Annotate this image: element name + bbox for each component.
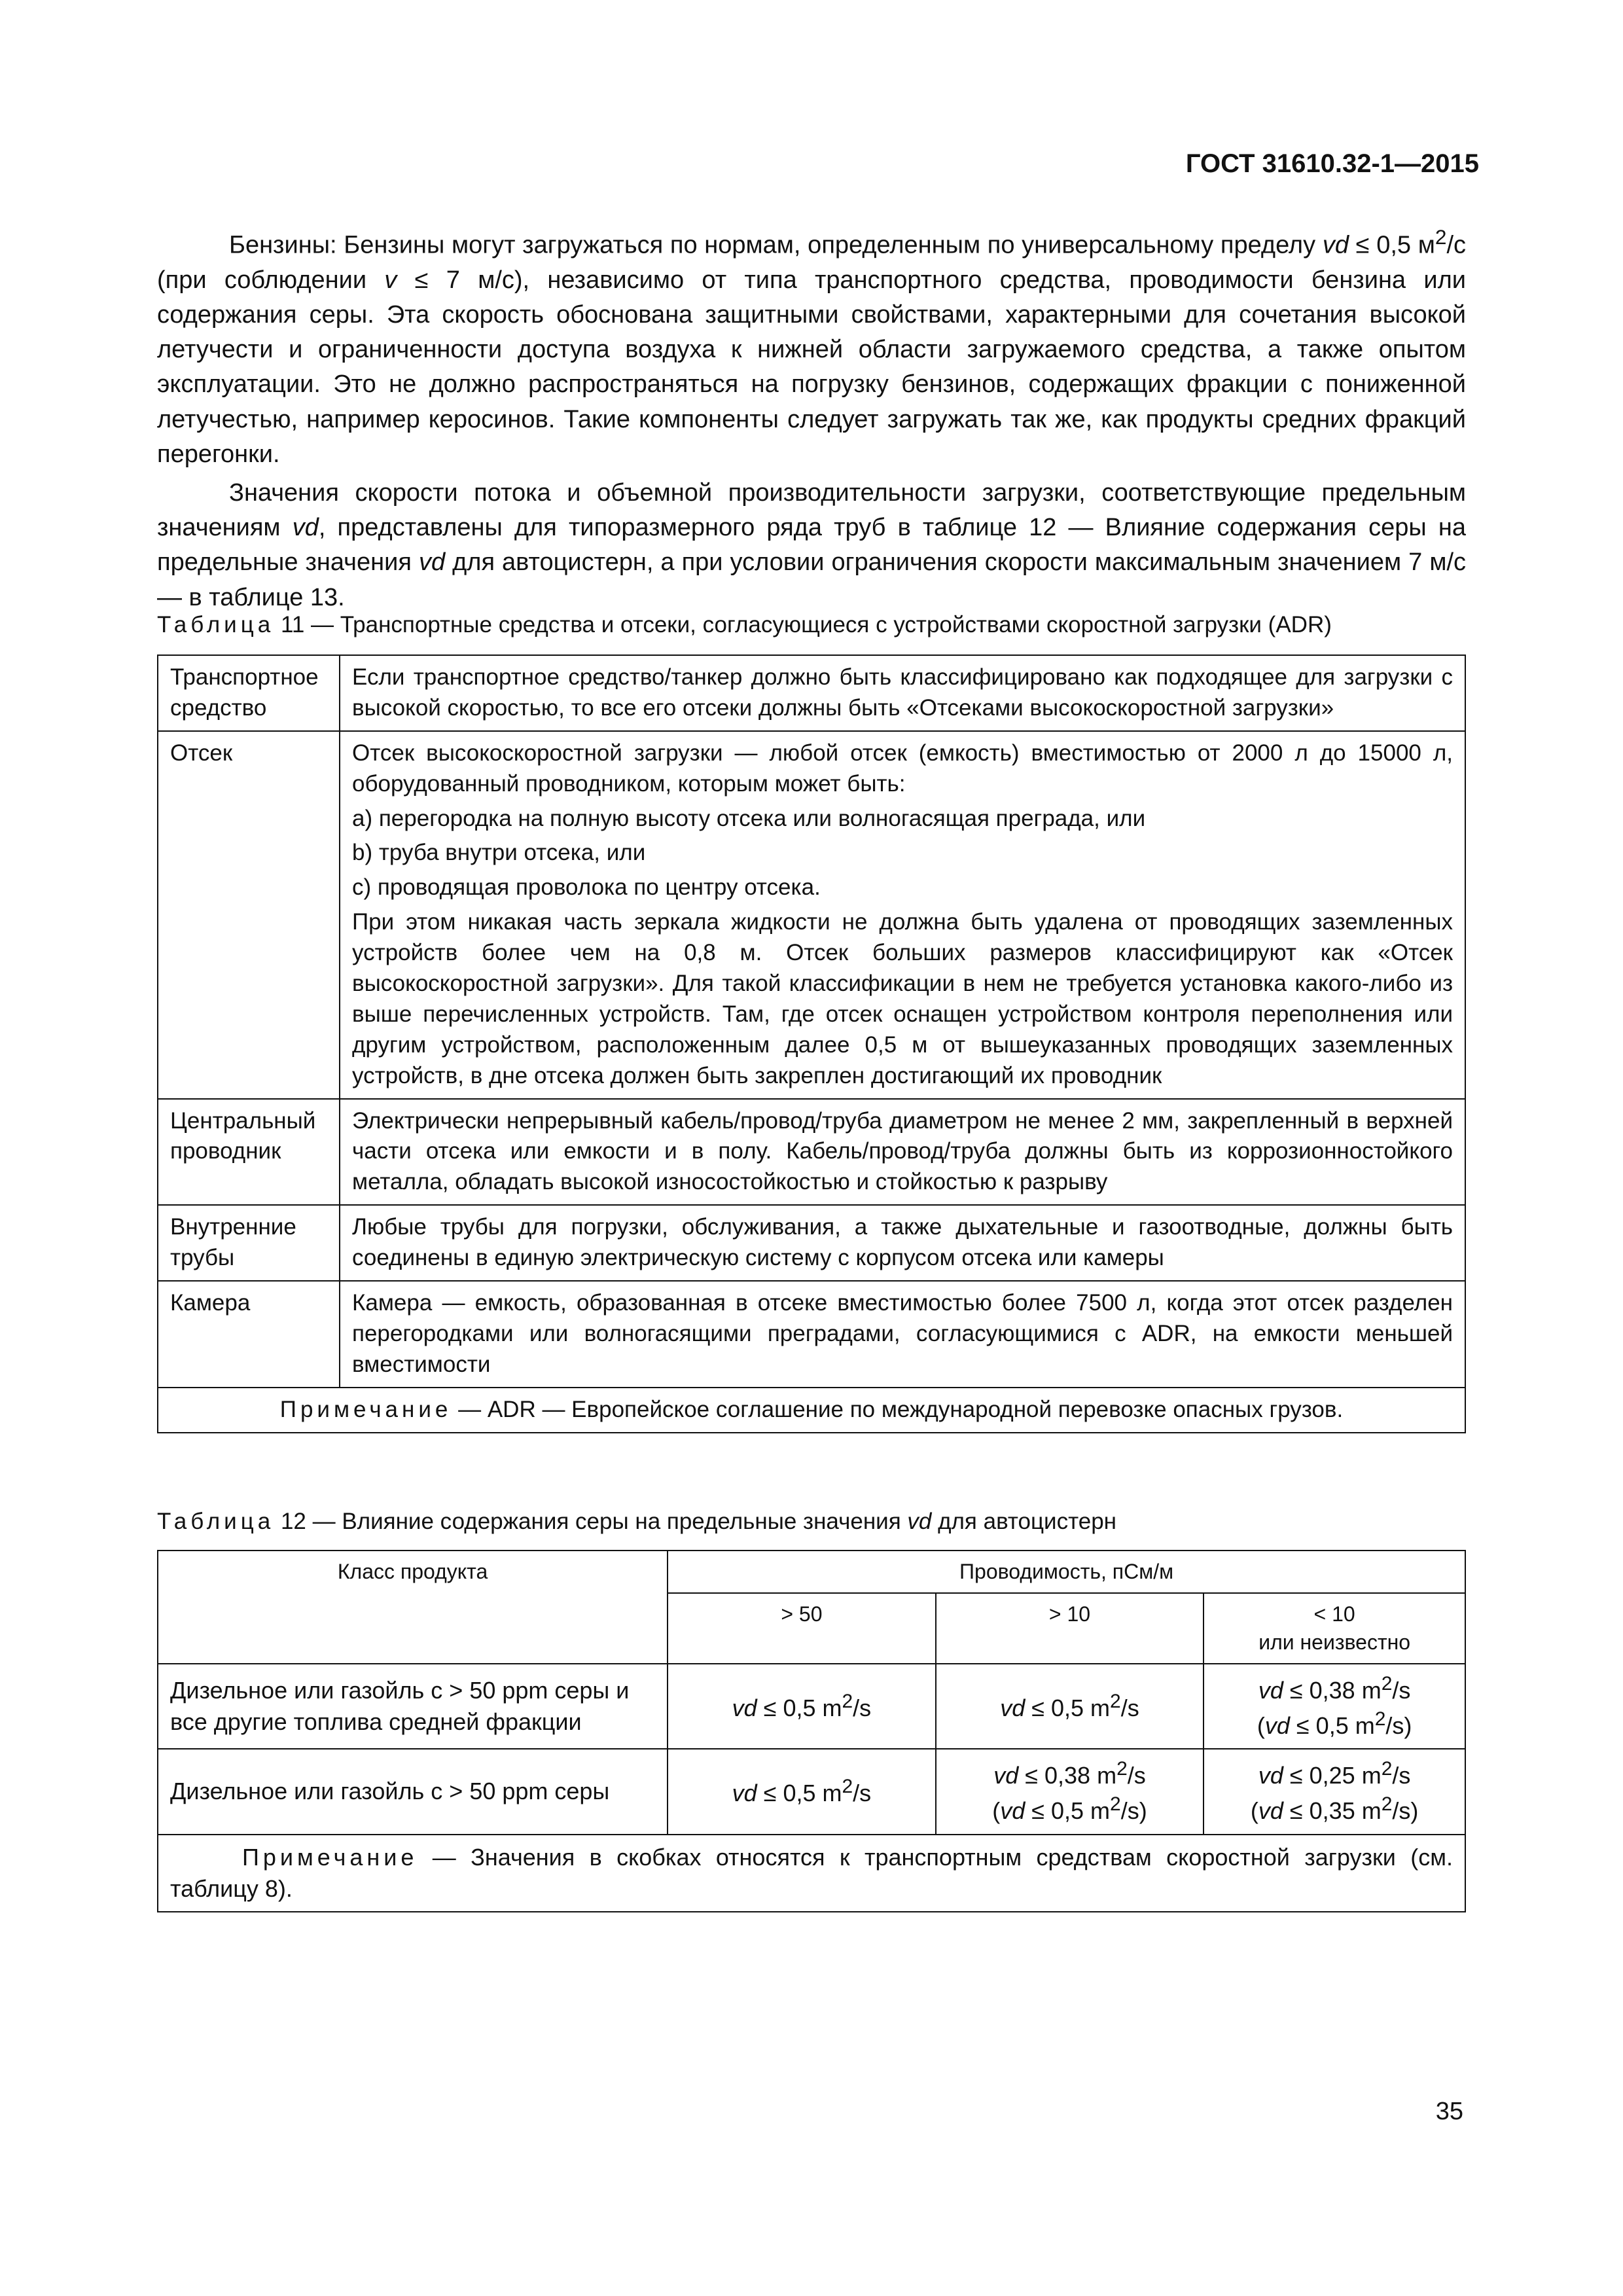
vd-symbol: vd (1258, 1762, 1283, 1789)
table12-row (158, 1749, 1465, 1834)
table12-note (158, 1835, 1465, 1912)
para1-v: v (384, 266, 397, 294)
para1-text-a: Бензины: Бензины могут загружаться по нормам, определенным по универсальному пределу (229, 231, 1323, 259)
table11-row (158, 731, 1465, 1099)
table12-row1-v3 (1204, 1664, 1465, 1749)
table11-definition-paragraph: b) труба внутри отсека, или (352, 840, 646, 866)
value-unit: /s (1392, 1676, 1411, 1704)
table11-caption (157, 610, 1466, 640)
table11-definition-paragraph: c) проводящая проволока по центру отсека. (352, 874, 821, 901)
table11-definition-paragraph: Отсек высокоскоростной загрузки — любой отсек (емкость) вместимостью от 2000 л до 15000 л, оборудованный проводником, которым может быть: (352, 740, 1453, 797)
table11-caption-label: Таблица (157, 612, 275, 637)
table12-row1-v2 (936, 1664, 1204, 1749)
table12-caption-label: Таблица (157, 1509, 275, 1534)
para2-vd2: vd (418, 548, 446, 577)
table12-col-class: Класс продукта (158, 1551, 668, 1664)
value-sup: 2 (1110, 1690, 1121, 1712)
table12-header-row-1 (158, 1551, 1465, 1593)
table12-row2-v3 (1204, 1749, 1465, 1834)
table11-definition-paragraph: а) перегородка на полную высоту отсека или волногасящая преграда, или (352, 805, 1146, 831)
table11-term: Центральный проводник (158, 1099, 340, 1206)
paragraph-flow-values (157, 476, 1466, 615)
table11-row (158, 1281, 1465, 1388)
value-text: ≤ 0,25 m (1283, 1762, 1382, 1789)
table11-caption-text: 11 — Транспортные средства и отсеки, согласующиеся с устройствами скоростной загрузки (ADR) (274, 612, 1332, 637)
value-text: ≤ 0,5 m (1289, 1712, 1375, 1739)
value-text: ≤ 0,35 m (1283, 1797, 1382, 1825)
para1-text-b: ≤ 0,5 м (1348, 231, 1435, 259)
table11-definition-paragraph: При этом никакая часть зеркала жидкости не должна быть удалена от проводящих заземленных устройств более чем на 0,8 м. Отсек больших размеров классифицируют как «Отсек высокоскоростной загрузки». Для такой классификации в нем не требуется установка какого-либо из выше перечисленных устройств. Там, где отсек оснащен устройством контроля переполнения или другим устройством, расположенным далее 0,5 м от вышеуказанных проводящих заземленных устройств, в дне отсека должен быть закреплен достигающий их проводник (352, 909, 1453, 1088)
table12-row2-class: Дизельное или газойль с > 50 ppm серы (158, 1749, 668, 1834)
table11-definition (340, 1099, 1465, 1206)
table12-col-gt50: > 50 (668, 1593, 936, 1664)
value-sup: 2 (1110, 1793, 1121, 1816)
table12-caption-text-a: 12 — Влияние содержания серы на предельные значения (274, 1509, 908, 1534)
table12-note-text: — Значения в скобках относятся к транспортным средствам скоростной загрузки (см. таблицу 8). (170, 1843, 1453, 1902)
table12-col-gt10: > 10 (936, 1593, 1204, 1664)
table12-row2-v2 (936, 1749, 1204, 1834)
table-12 (157, 1550, 1466, 1912)
table12-row1-v1 (668, 1664, 936, 1749)
paren-open: ( (1257, 1712, 1265, 1739)
value-text: ≤ 0,38 m (1283, 1676, 1382, 1704)
table11-body (158, 655, 1465, 1388)
para1-sup: 2 (1435, 225, 1447, 249)
table11-term: Транспортное средство (158, 655, 340, 731)
paragraph-gasoline (157, 223, 1466, 472)
value-sup: 2 (1374, 1708, 1386, 1730)
value-unit: /s) (1392, 1797, 1419, 1825)
value-text: ≤ 0,5 m (1025, 1797, 1111, 1825)
table11-note-text: — ADR — Европейское соглашение по международной перевозке опасных грузов. (452, 1396, 1344, 1422)
para2-text-c: для автоцистерн, а при условии ограничения скорости максимальным значением 7 м/с — в таблице 13. (157, 548, 1467, 611)
table12-row (158, 1664, 1465, 1749)
table12-note-label: Примечание (242, 1843, 418, 1871)
value-sup: 2 (1381, 1758, 1393, 1780)
table11-row (158, 655, 1465, 731)
value-sup: 2 (842, 1690, 853, 1712)
table11-definition-paragraph: Камера — емкость, образованная в отсеке вместимостью более 7500 л, когда этот отсек разделен перегородками или волногасящими преградами, согласующимися с ADR, на емкости меньшей вместимости (352, 1290, 1453, 1377)
table11-definition-paragraph: Электрически непрерывный кабель/провод/труба диаметром не менее 2 мм, закрепленный в верхней части отсека или емкости и в полу. Кабель/провод/труба должны быть из коррозионностойкого металла, обладать высокой износостойкостью и стойкостью к разрыву (352, 1107, 1453, 1195)
vd-symbol: vd (732, 1780, 757, 1807)
para1-text-c: /с (при соблюдении (157, 231, 1467, 294)
table11-term: Внутренние трубы (158, 1205, 340, 1281)
table12-caption-vd: vd (907, 1509, 932, 1534)
table12-note-row (158, 1835, 1465, 1912)
table12-col-conductivity: Проводимость, пСм/м (668, 1551, 1465, 1593)
value-text: ≤ 0,5 m (757, 1694, 842, 1721)
table11-note-row (158, 1388, 1465, 1433)
value-sup: 2 (1381, 1793, 1393, 1816)
table11-definition (340, 1281, 1465, 1388)
table11-note-label: Примечание (279, 1396, 452, 1422)
value-unit: /s) (1120, 1797, 1147, 1825)
vd-symbol: vd (993, 1762, 1019, 1789)
table12-caption (157, 1507, 1466, 1537)
value-unit: /s (1120, 1694, 1139, 1721)
paren-open: ( (992, 1797, 1001, 1825)
table11-definition-paragraph: Если транспортное средство/танкер должно быть классифицировано как подходящее для загрузки с высокой скоростью, то все его отсеки должны быть «Отсеками высокоскоростной загрузки» (352, 664, 1453, 721)
value-unit: /s (853, 1780, 872, 1807)
body-text (157, 223, 1466, 619)
value-sup: 2 (842, 1776, 853, 1798)
paren-open: ( (1250, 1797, 1258, 1825)
page-number: 35 (1435, 2098, 1463, 2125)
para2-vd1: vd (292, 514, 319, 542)
table12-caption-text-b: для автоцистерн (931, 1509, 1116, 1534)
vd-symbol: vd (1264, 1712, 1290, 1739)
value-text: ≤ 0,38 m (1018, 1762, 1117, 1789)
table11-row (158, 1205, 1465, 1281)
para1-text-d: ≤ 7 м/с), независимо от типа транспортного средства, проводимости бензина или содержания серы. Эта скорость обоснована защитными свойствами, характерными для сочетания высокой летучести и ограниченности доступа воздуха к нижней области загружаемого средства, а также опытом эксплуатации. Это не должно распространяться на погрузку бензинов, содержащих фракции с пониженной летучестью, например керосинов. Такие компоненты следует загружать так же, как продукты средних фракций перегонки. (157, 266, 1466, 468)
value-sup: 2 (1116, 1758, 1128, 1780)
table12-row1-class: Дизельное или газойль с > 50 ppm серы и все другие топлива средней фракции (158, 1664, 668, 1749)
table11-row (158, 1099, 1465, 1206)
table11-note (158, 1388, 1465, 1433)
value-unit: /s) (1385, 1712, 1412, 1739)
para1-vd: vd (1322, 231, 1349, 259)
value-unit: /s (1392, 1762, 1411, 1789)
table11-definition (340, 655, 1465, 731)
value-sup: 2 (1381, 1672, 1393, 1695)
vd-symbol: vd (1258, 1676, 1283, 1704)
value-unit: /s (1127, 1762, 1146, 1789)
vd-symbol: vd (732, 1694, 757, 1721)
table12-col-lt10-b: или неизвестно (1258, 1630, 1411, 1654)
table12-col-lt10 (1204, 1593, 1465, 1664)
value-unit: /s (853, 1694, 872, 1721)
para2-text-b: , представлены для типоразмерного ряда труб в таблице 12 — Влияние содержания серы на предельные значения (157, 514, 1466, 577)
para2-text-a: Значения скорости потока и объемной производительности загрузки, соответствующие предельным значениям (157, 478, 1466, 542)
vd-symbol: vd (1000, 1694, 1026, 1721)
vd-symbol: vd (1000, 1797, 1026, 1825)
table12-row2-v1 (668, 1749, 936, 1834)
table11-definition (340, 1205, 1465, 1281)
table11-definition-paragraph: Любые трубы для погрузки, обслуживания, а также дыхательные и газоотводные, должны быть соединены в единую электрическую систему с корпусом отсека или камеры (352, 1214, 1453, 1271)
value-text: ≤ 0,5 m (757, 1780, 842, 1807)
table-11 (157, 655, 1466, 1433)
document-id: ГОСТ 31610.32-1—2015 (1185, 149, 1479, 178)
value-text: ≤ 0,5 m (1025, 1694, 1111, 1721)
table11-definition (340, 731, 1465, 1099)
table11-term: Камера (158, 1281, 340, 1388)
vd-symbol: vd (1258, 1797, 1283, 1825)
table11-term: Отсек (158, 731, 340, 1099)
table12-col-lt10-a: < 10 (1313, 1602, 1355, 1626)
